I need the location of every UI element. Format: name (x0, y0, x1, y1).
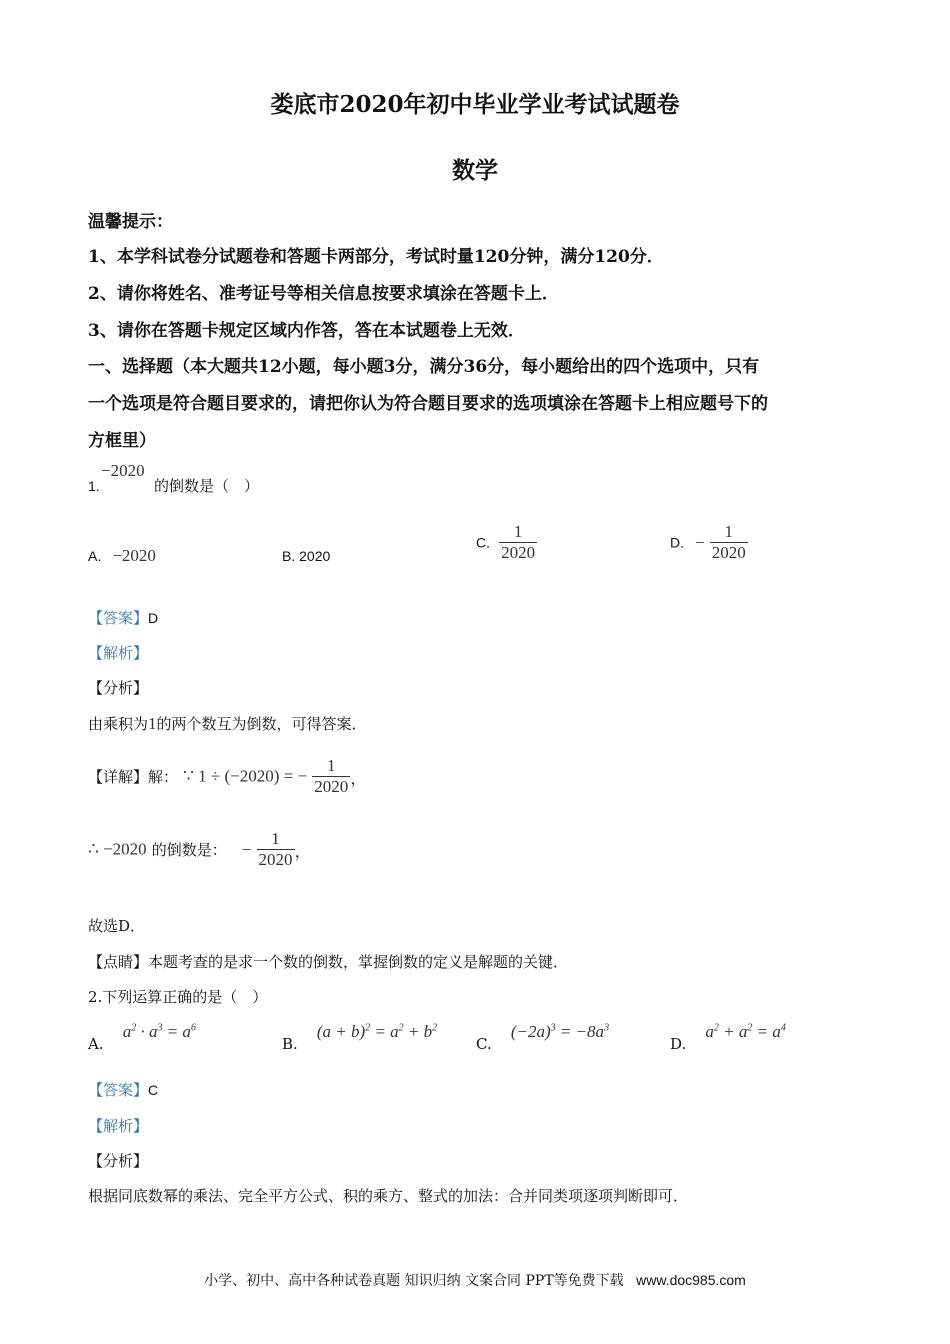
answer-line (88, 1079, 158, 1100)
answer-tag: 【答案】 (88, 609, 149, 627)
conclusion: 故选D． (88, 917, 146, 935)
minus-sign: − (241, 839, 252, 859)
footer-text: 小学、初中、高中各种试卷真题 知识归纳 文案合同 PPT等免费下载 (204, 1273, 624, 1289)
denominator: 2020 (314, 777, 349, 796)
section-heading-line: 一、选择题（本大题共12小题，每小题3分，满分36分，每小题给出的四个选项中，只有 (88, 357, 760, 377)
denominator: 2020 (501, 543, 536, 562)
option-d (670, 522, 748, 563)
fenxi-tag: 【分析】 (88, 1152, 149, 1170)
therefore-expression: ∴ −2020 (88, 839, 147, 859)
denominator: 2020 (711, 543, 746, 562)
option-formula: $(a + b)^2 = a^2 + b^2$ (316, 1022, 438, 1041)
option-label: D. (670, 1035, 687, 1053)
tip-item: 2、请你将姓名、准考证号等相关信息按要求填涂在答题卡上． (88, 284, 559, 304)
answer-tag: 【答案】 (88, 1081, 149, 1099)
minus-sign: − (695, 532, 705, 552)
subject-title: 数学 (452, 157, 498, 184)
numerator: 1 (271, 829, 280, 848)
option-formula: $a^2 + a^2 = a^4$ (705, 1022, 786, 1041)
section-heading-line: 一个选项是符合题目要求的，请把你认为符合题目要求的选项填涂在答题卡上相应题号下的 (88, 394, 768, 414)
option-d (670, 1022, 786, 1053)
question-expression: −2020 (101, 461, 145, 480)
fenxi-text-b: 的两个数互为倒数，可得答案． (156, 715, 367, 733)
therefore-line (88, 829, 312, 870)
fraction (312, 756, 350, 797)
question-number: 1. (88, 478, 100, 494)
therefore-text: 的倒数是： (151, 841, 227, 859)
page-title: 娄底市2020年初中毕业学业考试试题卷 (270, 91, 680, 118)
numerator: 1 (724, 522, 734, 541)
option-label: D. (670, 534, 684, 551)
fenxi-text-a: 由乘积为 (88, 715, 149, 733)
fraction (499, 522, 537, 563)
footer (0, 1270, 950, 1290)
option-formula: $(-2a)^3 = -8a^3$ (510, 1022, 610, 1041)
detail-line (88, 756, 367, 797)
numerator: 1 (513, 522, 523, 541)
option-c (476, 1022, 610, 1053)
math-one: 1 (148, 714, 157, 733)
denominator: 2020 (258, 850, 293, 869)
option-label: B. (282, 1035, 298, 1053)
analysis-tag: 【解析】 (88, 644, 149, 662)
fenxi-tag: 【分析】 (88, 679, 149, 697)
option-b (282, 1022, 438, 1053)
detail-expression: ∵ 1 ÷ (−2020) = − (183, 766, 308, 786)
numerator: 1 (326, 756, 336, 775)
option-c (476, 522, 537, 563)
comma: ， (294, 842, 312, 861)
comma: ， (350, 769, 368, 788)
option-value: −2020 (112, 546, 156, 565)
option-b: B. 2020 (282, 548, 331, 564)
detail-tag: 【详解】解： (88, 768, 179, 786)
comment: 【点睛】本题考查的是求一个数的倒数，掌握倒数的定义是解题的关键． (88, 953, 569, 971)
option-a (88, 546, 156, 566)
option-label: A. (88, 548, 102, 564)
option-label: A. (88, 1035, 104, 1053)
tips-heading: 温馨提示： (88, 212, 173, 232)
option-a (88, 1022, 196, 1053)
question-stem: 2.下列运算正确的是（ ） (88, 988, 268, 1006)
fenxi-text (88, 713, 367, 734)
question-stem: 的倒数是（ ） (154, 477, 260, 495)
fraction (710, 522, 748, 563)
option-formula: $a^2 \cdot a^3 = a^6$ (122, 1022, 196, 1041)
tip-item: 1、本学科试卷分试题卷和答题卡两部分，考试时量120分钟，满分120分． (88, 247, 664, 267)
answer-value: D (148, 610, 159, 626)
footer-link[interactable]: www.doc985.com (636, 1272, 746, 1288)
fraction (257, 829, 295, 870)
answer-line (88, 607, 158, 628)
tip-item: 3、请你在答题卡规定区域内作答，答在本试题卷上无效． (88, 321, 525, 341)
analysis-tag: 【解析】 (88, 1117, 149, 1135)
answer-value: C (148, 1082, 159, 1098)
section-heading-line: 方框里） (88, 431, 156, 451)
option-label: C. (476, 534, 490, 551)
option-label: C. (476, 1035, 492, 1053)
fenxi-text: 根据同底数幂的乘法、完全平方公式、积的乘方、整式的加法：合并同类项逐项判断即可． (88, 1187, 689, 1205)
